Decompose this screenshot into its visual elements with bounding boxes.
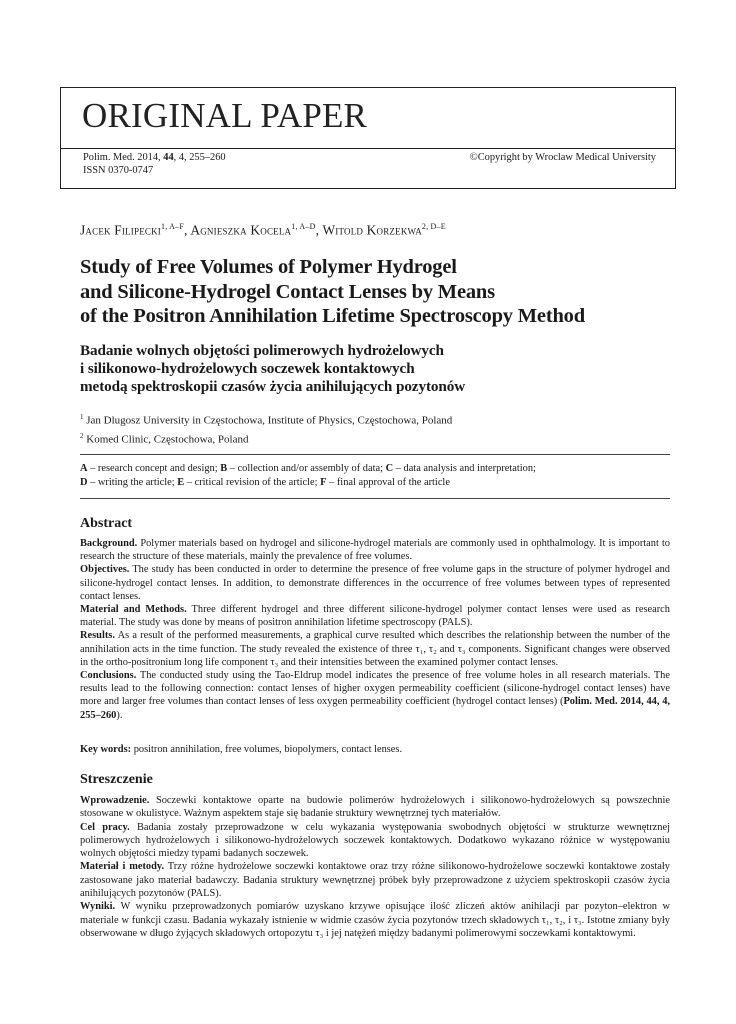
author-affil: 2, D–E [421, 222, 446, 231]
contrib-text: – research concept and design; [87, 463, 221, 474]
title-line: and Silicone-Hydrogel Contact Lenses by Means [80, 280, 495, 303]
paper-type-banner: ORIGINAL PAPER [82, 96, 368, 135]
journal-ref-pre: Polim. Med. 2014, [83, 152, 164, 163]
streszczenie-heading: Streszczenie [80, 772, 153, 787]
affiliation-text: Jan Dlugosz University in Częstochowa, Institute of Physics, Częstochowa, Poland [83, 414, 453, 427]
contrib-divider-top [80, 454, 670, 455]
contrib-key: B [220, 463, 228, 474]
copyright: ©Copyright by Wroclaw Medical University [469, 152, 656, 163]
title-line: of the Positron Annihilation Lifetime Spectroscopy Method [80, 305, 585, 327]
abstract-label: Results. [80, 630, 115, 642]
abstract-label: Objectives. [80, 564, 130, 576]
affiliation-number: 1 [80, 413, 84, 421]
keywords [80, 743, 670, 756]
author-name: Agnieszka Kocela [190, 222, 292, 238]
abstract-paragraph [80, 629, 670, 669]
stres-text: W wyniku przeprowadzonych pomiarów uzyskano krzywe opisujące ilość zliczeń aktów anihilacji par pozyton–elektron w materiale w funkcji czasu. Badania wykazały istnienie w widmie czasów życia pozytonów trzech składowych τ₁, τ₂, i τ₃. Istotne zmiany były obserwowane w długo żyjących składowych ortopozytu τ₃ i jej natężeń między badanymi polimerowymi soczewkami kontaktowymi. [80, 901, 670, 939]
abstract-paragraph [80, 603, 670, 629]
stres-label: Wyniki. [80, 901, 116, 913]
stres-paragraph [80, 794, 670, 821]
affiliation-item [80, 410, 452, 429]
contrib-line [80, 462, 670, 476]
title-line: metodą spektroskopii czasów życia anihilujących pozytonów [80, 378, 466, 396]
author-name: Witold Korzekwa [322, 222, 422, 238]
keywords-text: positron annihilation, free volumes, biopolymers, contact lenses. [131, 744, 403, 755]
author-list: Jacek Filipecki$^{1, A-F}$, Agnieszka Kocela$^{1, A-D}$, Witold Korzekwa$^{2, D-E}$ [80, 222, 446, 238]
abstract-label: Conclusions. [80, 670, 137, 682]
abstract-paragraph [80, 563, 670, 603]
abstract-text: Polymer materials based on hydrogel and silicone-hydrogel materials are commonly used in ophthalmology. It is important to research the structure of these materials, mainly the prevalence of free volumes. [80, 538, 670, 563]
header-box [60, 87, 676, 189]
contrib-text: – final approval of the article [326, 477, 450, 488]
header-divider [61, 148, 675, 149]
abstract-text: The conducted study using the Tao-Eldrup model indicates the presence of free volume holes in all research materials. The results lead to the following connection: contact lenses of higher oxygen permeability coefficient (silicone-hydrogel contact lenses) have more and larger free volumes than contact lenses of less oxygen permeability coefficient (hydrogel contact lenses) ( [80, 670, 670, 708]
contrib-key: C [385, 463, 394, 474]
stres-text: Badania zostały przeprowadzone w celu wykazania występowania swobodnych objętości w strukturze wewnętrznej polimerowych hydrożelowych i silikonowo-hydrożelowych soczewek kontaktowych. Dodatkowo wykazano różnice w występowaniu wolnych objętości miedzy typami badanych soczewek. [80, 821, 670, 860]
author-name: Jacek Filipecki [80, 222, 161, 238]
contrib-text: – collection and/or assembly of data; [227, 463, 386, 474]
keywords-label: Key words: [80, 744, 132, 755]
journal-volume: 44 [163, 152, 174, 163]
contrib-text: – data analysis and interpretation; [393, 463, 536, 474]
journal-citation [83, 151, 226, 178]
title-line: Badanie wolnych objętości polimerowych hydrożelowych [80, 342, 444, 359]
contrib-key: E [177, 477, 185, 488]
title-line: Study of Free Volumes of Polymer Hydrogel [80, 256, 457, 278]
stres-label: Wprowadzenie. [80, 795, 150, 806]
stres-label: Cel pracy. [80, 821, 130, 833]
abstract-heading: Abstract [80, 516, 133, 531]
stres-label: Materiał i metody. [80, 861, 165, 873]
stres-paragraph [80, 900, 670, 940]
affiliations [80, 410, 452, 447]
stres-paragraph [80, 821, 670, 861]
contrib-line [80, 476, 670, 490]
abstract-text: Three different hydrogel and three different silicone-hydrogel polymer contact lenses were used as research material. The study was done by means of positron annihilation lifetime spectroscopy (PALS). [80, 604, 670, 629]
citation-end: ). [116, 709, 123, 721]
affiliation-item [80, 429, 452, 448]
author-contributions [80, 462, 670, 490]
affiliation-text: Komed Clinic, Częstochowa, Poland [83, 433, 249, 446]
title-line: i silikonowo-hydrożelowych soczewek kontaktowych [80, 360, 415, 378]
author-affil: 1, A–D [291, 222, 316, 231]
streszczenie-body [80, 794, 670, 940]
stres-paragraph [80, 860, 670, 900]
contrib-key: A [80, 463, 88, 474]
abstract-paragraph [80, 537, 670, 563]
abstract-paragraph [80, 669, 670, 722]
contrib-key: F [320, 477, 327, 488]
affiliation-number: 2 [80, 431, 84, 440]
abstract-text: As a result of the performed measurements, a graphical curve resulted which describes the relationship between the number of the annihilation acts in the time function. The study revealed the existence of three τ₁, τ₂ and τ₃ components. Significant changes were observed in the ortho-positronium long life component τ₃ and their intensities between the examined polymer contact lenses. [80, 630, 670, 668]
abstract-label: Material and Methods. [80, 604, 187, 616]
journal-ref-post: , 4, 255–260 [173, 152, 226, 163]
title-polish [80, 342, 680, 397]
issn: ISSN 0370-0747 [83, 165, 154, 177]
stres-text: Soczewki kontaktowe oparte na budowie polimerów hydrożelowych i silikonowo-hydrożelowych są powszechnie stosowane w okulistyce. Ważnym aspektem staje się badanie struktury wewnętrznej tych materiałów. [80, 795, 670, 820]
contrib-text: – critical revision of the article; [184, 477, 321, 488]
contrib-key: D [80, 477, 88, 488]
abstract-body [80, 537, 670, 722]
title-english [80, 255, 680, 329]
author-affil: 1, A–F [161, 222, 184, 231]
contrib-text: – writing the article; [87, 477, 178, 488]
citation: Polim. Med. 2014, 44, 4, 255–260 [80, 696, 670, 721]
stres-text: Trzy różne hydrożelowe soczewki kontaktowe oraz trzy różne silikonowo-hydrożelowe soczewki kontaktowe zostały zastosowane jako materiał badawczy. Badania struktury wewnętrznej próbek były przeprowadzone z użyciem spektroskopii czasów życia anihilujących pozytonów (PALS). [80, 861, 670, 900]
abstract-label: Background. [80, 538, 138, 549]
contrib-divider-bottom [80, 498, 670, 499]
abstract-text: The study has been conducted in order to determine the presence of free volume gaps in the structure of polymer hydrogel and silicone-hydrogel contact lenses. In addition, to demonstrate differences in the occurrence of free volumes between types of represented contact lenses. [80, 564, 670, 602]
